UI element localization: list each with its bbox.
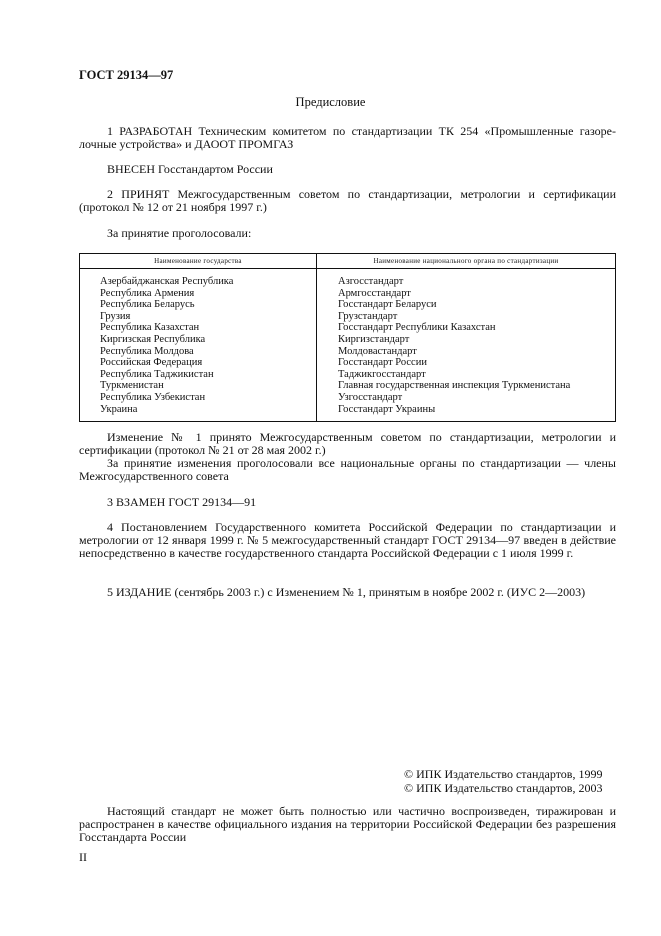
standards-body: Госстандарт Украины bbox=[338, 403, 436, 415]
copyright-line: © ИПК Издательство стандартов, 2003 bbox=[404, 781, 603, 795]
standards-body: Киргизстандарт bbox=[338, 333, 410, 345]
state-name: Грузия bbox=[100, 310, 131, 322]
paragraph-decree: 4 Постановлением Государственного комитета Российской Федерации по стандартизации и метрологии от 12 января 1999 г. № 5 межгосударственный стандарт ГОСТ 29134—97 введен в действие непосредственно в качестве государственного стандарта Российской Федерации с 1 июля 1999 г. bbox=[79, 520, 616, 560]
standards-body: Азгосстандарт bbox=[338, 276, 404, 287]
paragraph-replaces: 3 ВЗАМЕН ГОСТ 29134—91 bbox=[107, 495, 257, 509]
state-name: Республика Молдова bbox=[100, 345, 194, 357]
state-name: Азербайджанская Республика bbox=[100, 276, 234, 287]
state-name: Республика Казахстан bbox=[100, 322, 200, 334]
table-header-body: Наименование национального органа по стандартизации bbox=[317, 254, 616, 269]
standards-body: Армгосстандарт bbox=[338, 287, 411, 299]
standards-body: Таджикгосстандарт bbox=[338, 368, 426, 380]
bodies-column bbox=[317, 269, 616, 422]
standards-body: Грузстандарт bbox=[338, 310, 398, 322]
section-title: Предисловие bbox=[295, 95, 366, 109]
state-name: Республика Армения bbox=[100, 287, 195, 299]
paragraph-change-voted: За принятие изменения проголосовали все национальные органы по стандартизации — члены Межгосударственного совета bbox=[79, 456, 616, 483]
state-name: Республика Таджикистан bbox=[100, 368, 214, 380]
paragraph-change-adopted: Изменение № 1 принято Межгосударственным советом по стандартизации, метрологии и сертификации (протокол № 21 от 28 мая 2002 г.) bbox=[79, 430, 616, 457]
document-id: ГОСТ 29134—97 bbox=[79, 68, 174, 82]
paragraph-edition: 5 ИЗДАНИЕ (сентябрь 2003 г.) с Изменением № 1, принятым в ноябре 2002 г. (ИУС 2—2003) bbox=[107, 585, 586, 599]
standards-body: Госстандарт России bbox=[338, 357, 427, 369]
state-name: Республика Узбекистан bbox=[100, 391, 206, 403]
standards-body: Госстандарт Республики Казахстан bbox=[338, 322, 496, 334]
standards-body: Госстандарт Беларуси bbox=[338, 299, 437, 311]
state-name: Туркменистан bbox=[100, 380, 164, 392]
voting-table bbox=[79, 253, 616, 422]
states-column bbox=[80, 269, 317, 422]
table-header-state: Наименование государства bbox=[80, 254, 317, 269]
page-number: II bbox=[79, 850, 87, 864]
paragraph-introduced: ВНЕСЕН Госстандартом России bbox=[107, 162, 273, 176]
state-name: Российская Федерация bbox=[100, 357, 203, 369]
paragraph-adopted: 2 ПРИНЯТ Межгосударственным советом по стандартизации, метрологии и сертификации (протокол № 12 от 21 ноября 1997 г.) bbox=[79, 187, 616, 214]
standards-body: Молдовастандарт bbox=[338, 345, 417, 357]
paragraph-developed: 1 РАЗРАБОТАН Техническим комитетом по стандартизации ТК 254 «Промышленные газорелочные устройства» и ДАООТ ПРОМГАЗ bbox=[79, 124, 616, 151]
standards-body: Узгосстандарт bbox=[338, 391, 403, 403]
state-name: Киргизская Республика bbox=[100, 333, 206, 345]
state-name: Республика Беларусь bbox=[100, 299, 195, 311]
paragraph-voted: За принятие проголосовали: bbox=[107, 226, 252, 240]
reproduction-notice: Настоящий стандарт не может быть полностью или частично воспроизведен, тиражирован и распространен в качестве официального издания на территории Российской Федерации без разрешения Госстандарта России bbox=[79, 804, 616, 844]
standards-body: Главная государственная инспекция Туркменистана bbox=[338, 380, 571, 392]
state-name: Украина bbox=[100, 403, 138, 415]
copyright-line: © ИПК Издательство стандартов, 1999 bbox=[404, 767, 603, 781]
